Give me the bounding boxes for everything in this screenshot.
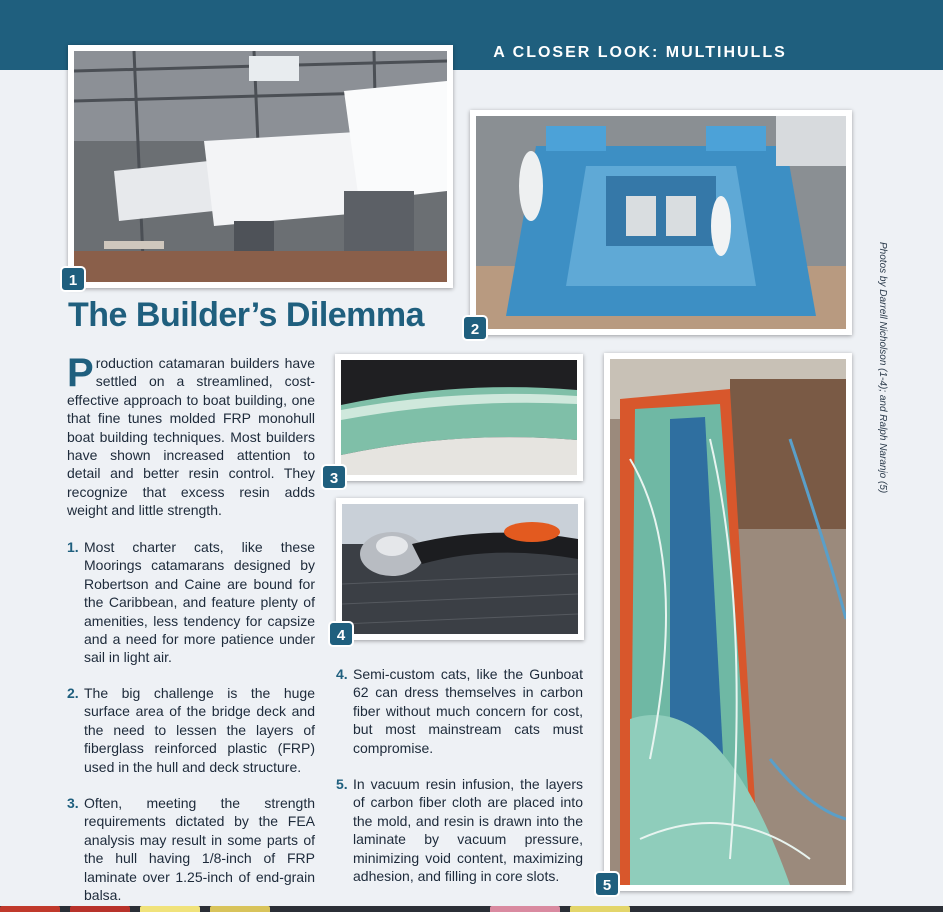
carbon-deck-illustration	[342, 504, 578, 634]
photo-badge-1: 1	[60, 266, 86, 292]
list-text: In vacuum resin infusion, the layers of carbon fiber cloth are placed into the mold, and resin is drawn into the laminate by vacuum pressure, minimizing void content, maximizing adhesion, and filling in core slots.	[353, 776, 583, 885]
photo-3-laminate	[329, 354, 583, 487]
list-number: 3.	[67, 795, 79, 811]
photo-badge-5: 5	[594, 871, 620, 897]
bottom-tab	[0, 906, 60, 912]
list-item-2	[67, 684, 315, 776]
intro-text: roduction catamaran builders have settled on a streamlined, cost-effective approach to boat building, one that fine tunes molded FRP monohull boat building techniques. Most builders have shown increased attention to detail and better resin control. They recognize that excess resin adds weight and little strength.	[67, 355, 315, 519]
list-item-3	[67, 794, 315, 904]
list-text: Most charter cats, like these Moorings catamarans designed by Robertson and Caine are bound for the Caribbean, and feature plenty of amenities, less tendency for capsize and a need for more patience under sail in light air.	[84, 539, 315, 666]
photo-badge-2: 2	[462, 315, 488, 341]
list-item-5	[336, 775, 583, 885]
list-number: 1.	[67, 539, 79, 555]
list-text: Often, meeting the strength requirements dictated by the FEA analysis may result in some parts of the hull having 1/8-inch of FRP laminate over 1.25-inch of end-grain balsa.	[84, 795, 315, 904]
intro-paragraph	[67, 351, 315, 520]
list-text: The big challenge is the huge surface area of the bridge deck and the need to lessen the layers of fiberglass reinforced plastic (FRP) used in the hull and deck structure.	[84, 685, 315, 775]
drop-cap: P	[67, 351, 94, 395]
list-item-4	[336, 665, 583, 757]
photo-1-boatyard	[68, 45, 453, 288]
list-item-1	[67, 538, 315, 667]
photo-badge-3: 3	[321, 464, 347, 490]
bottom-tab	[490, 906, 560, 912]
vacuum-infusion-illustration	[610, 359, 846, 885]
bottom-tab	[70, 906, 130, 912]
list-number: 5.	[336, 776, 348, 792]
list-number: 4.	[336, 666, 348, 682]
boatyard-illustration	[74, 51, 447, 282]
list-text: Semi-custom cats, like the Gunboat 62 can dress themselves in carbon fiber without much concern for cost, but most mainstream cats must compromise.	[353, 666, 583, 756]
photo-badge-4: 4	[328, 621, 354, 647]
bottom-tab	[570, 906, 630, 912]
bottom-tab	[210, 906, 270, 912]
photo-credit: Photos by Darrell Nicholson (1-4); and Ralph Naranjo (5)	[877, 242, 888, 494]
laminate-illustration	[341, 360, 577, 475]
list-number: 2.	[67, 685, 79, 701]
article-headline: The Builder’s Dilemma	[68, 296, 425, 334]
bottom-tab	[140, 906, 200, 912]
hull-mold-illustration	[476, 116, 846, 329]
photo-5-vacuum-infusion	[602, 353, 852, 894]
photo-4-carbon-deck	[336, 498, 584, 644]
section-label: A CLOSER LOOK: MULTIHULLS	[493, 44, 787, 61]
photo-2-hull-mold	[470, 110, 852, 338]
